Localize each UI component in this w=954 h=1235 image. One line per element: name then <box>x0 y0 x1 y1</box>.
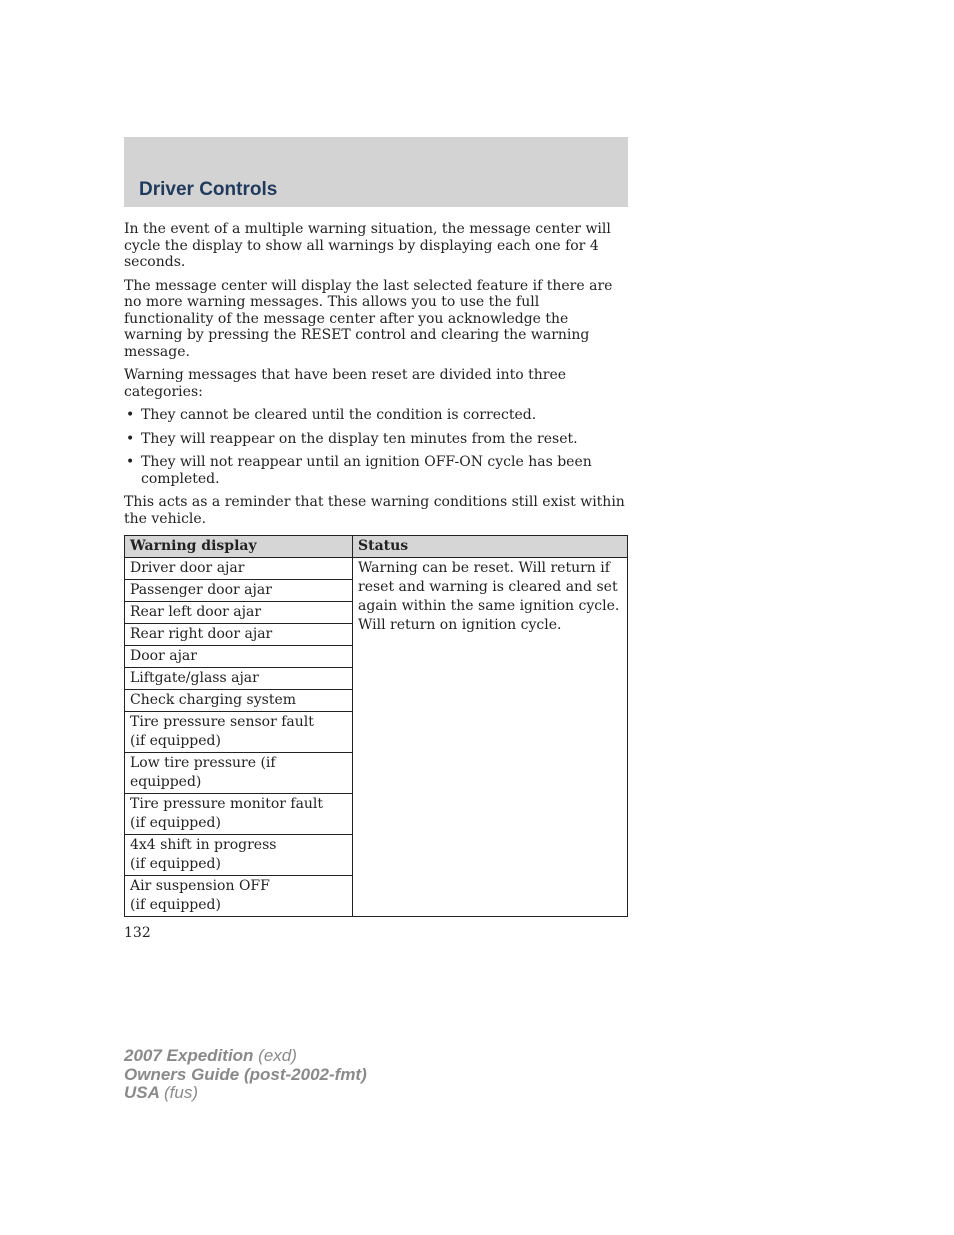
cell-line: Door ajar <box>130 648 197 664</box>
warning-display-cell <box>125 835 353 876</box>
section-header-band <box>124 137 628 207</box>
bullet-list <box>124 407 628 487</box>
document-footer <box>124 1047 367 1103</box>
column-header-warning-display: Warning display <box>125 536 353 558</box>
cell-line: Tire pressure sensor fault <box>130 714 314 730</box>
cell-line: Air suspension OFF <box>130 878 270 894</box>
bullet-item: • They will reappear on the display ten minutes from the reset. <box>126 430 578 447</box>
bullet-item: • They cannot be cleared until the condition is corrected. <box>126 407 537 423</box>
column-header-status: Status <box>353 536 628 558</box>
status-cell: Warning can be reset. Will return if reset and warning is cleared and set again within the same ignition cycle. Will return on ignition cycle. <box>353 558 628 917</box>
warning-display-cell <box>125 602 353 624</box>
warning-display-cell <box>125 668 353 690</box>
warning-display-cell <box>125 580 353 602</box>
paragraph: This acts as a reminder that these warning conditions still exist within the vehicle. <box>124 494 625 527</box>
cell-line: (if equipped) <box>130 856 221 872</box>
cell-line: Tire pressure monitor fault <box>130 796 324 812</box>
table-body <box>125 558 628 917</box>
cell-line: Rear left door ajar <box>130 604 262 620</box>
bullet-icon: • <box>126 430 135 447</box>
warning-display-cell <box>125 558 353 580</box>
warning-display-cell <box>125 753 353 794</box>
cell-line: (if equipped) <box>130 733 221 749</box>
paragraph: In the event of a multiple warning situation, the message center will cycle the display to show all warnings by displaying each one for 4 seconds. <box>124 221 611 270</box>
footer-line: USA (fus) <box>124 1083 198 1102</box>
cell-line: Check charging system <box>130 692 297 708</box>
cell-line: Low tire pressure (if equipped) <box>130 755 276 790</box>
warning-table <box>124 535 628 917</box>
paragraph: Warning messages that have been reset are divided into three categories: <box>124 367 567 400</box>
footer-line: 2007 Expedition (exd) <box>124 1046 297 1065</box>
cell-line: (if equipped) <box>130 897 221 913</box>
cell-line: Rear right door ajar <box>130 626 273 642</box>
paragraph: The message center will display the last selected feature if there are no more warning messages. This allows you to use the full functionality of the message center after you acknowledge the warning by pressing the RESET control and clearing the warning message. <box>124 277 613 360</box>
table-header-row <box>125 536 628 558</box>
warning-display-cell <box>125 690 353 712</box>
cell-line: Passenger door ajar <box>130 582 272 598</box>
warning-display-cell <box>125 794 353 835</box>
footer-line: Owners Guide (post-2002-fmt) <box>124 1064 367 1084</box>
warning-display-cell <box>125 624 353 646</box>
warning-display-cell <box>125 712 353 753</box>
table-row <box>125 558 628 580</box>
cell-line: 4x4 shift in progress <box>130 837 277 853</box>
page-number: 132 <box>124 925 151 941</box>
bullet-item: • They will not reappear until an ignition OFF-ON cycle has been completed. <box>126 454 592 487</box>
bullet-icon: • <box>126 454 135 470</box>
cell-line: (if equipped) <box>130 815 221 831</box>
main-content <box>124 221 628 917</box>
section-title: Driver Controls <box>139 179 278 200</box>
cell-line: Driver door ajar <box>130 560 245 576</box>
bullet-icon: • <box>126 407 135 423</box>
cell-line: Liftgate/glass ajar <box>130 670 259 686</box>
warning-display-cell <box>125 646 353 668</box>
warning-display-cell <box>125 876 353 917</box>
